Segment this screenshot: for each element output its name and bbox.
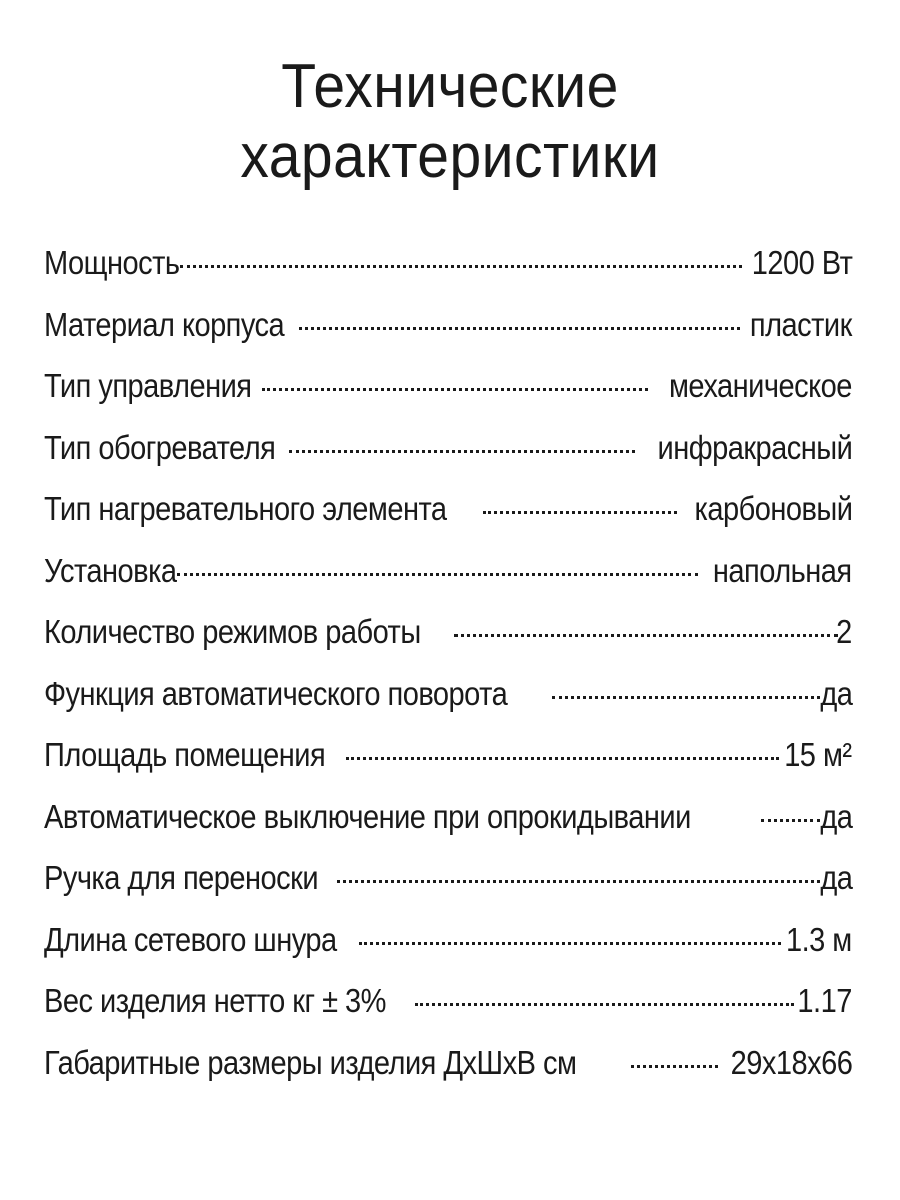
page-title-line-2: характеристики	[240, 122, 660, 191]
spec-value: да	[819, 797, 852, 835]
spec-row-auto-rotation	[44, 663, 852, 725]
spec-value: механическое	[669, 367, 852, 404]
spec-label: Функция автоматического поворота	[44, 674, 508, 712]
spec-label: Длина сетевого шнура	[44, 920, 337, 958]
dot-leader	[454, 634, 838, 637]
spec-value: 29x18x66	[730, 1043, 852, 1081]
spec-row-body-material	[44, 294, 852, 356]
dot-leader	[180, 265, 742, 268]
spec-value: напольная	[713, 551, 852, 589]
spec-label: Ручка для переноски	[44, 859, 319, 896]
spec-row-power	[44, 232, 852, 294]
spec-label: Установка	[44, 551, 177, 589]
spec-row-dimensions	[44, 1032, 852, 1094]
page-title	[36, 52, 864, 192]
spec-row-net-weight	[44, 970, 852, 1032]
spec-value: 2	[836, 613, 852, 650]
spec-row-tip-over-shutoff	[44, 786, 852, 848]
spec-value: 1200 Вт	[751, 244, 852, 281]
spec-list	[44, 232, 852, 1093]
spec-value: да	[819, 859, 852, 896]
spec-label: Материал корпуса	[44, 305, 285, 343]
dot-leader	[483, 511, 676, 514]
spec-label: Габаритные размеры изделия ДхШхВ см	[44, 1043, 577, 1081]
dot-leader	[289, 450, 635, 453]
spec-value: да	[819, 674, 852, 712]
spec-row-heater-type	[44, 417, 852, 479]
dot-leader	[262, 388, 648, 391]
spec-value: карбоновый	[694, 490, 852, 527]
spec-row-heating-element	[44, 478, 852, 540]
spec-row-room-area	[44, 724, 852, 786]
spec-value: инфракрасный	[657, 428, 852, 466]
spec-row-carry-handle	[44, 847, 852, 909]
spec-label: Мощность	[44, 244, 180, 281]
spec-label: Площадь помещения	[44, 736, 326, 773]
dot-leader	[346, 757, 780, 760]
spec-row-control-type	[44, 355, 852, 417]
dot-leader	[552, 696, 819, 699]
spec-row-modes	[44, 601, 852, 663]
dot-leader	[761, 819, 820, 822]
spec-value: 1.17	[797, 982, 852, 1019]
spec-label: Тип обогревателя	[44, 428, 276, 466]
spec-row-installation	[44, 540, 852, 602]
page-title-line-1: Технические	[281, 52, 619, 121]
dot-leader	[337, 880, 819, 883]
spec-value: пластик	[750, 305, 852, 343]
spec-label: Количество режимов работы	[44, 613, 421, 650]
dot-leader	[299, 327, 740, 330]
spec-label: Автоматическое выключение при опрокидывании	[44, 797, 691, 835]
spec-value: 15 м²	[784, 736, 852, 773]
spec-label: Тип управления	[44, 367, 252, 404]
spec-row-cord-length	[44, 909, 852, 971]
dot-leader	[631, 1065, 718, 1068]
dot-leader	[415, 1003, 795, 1006]
spec-label: Вес изделия нетто кг ± 3%	[44, 982, 386, 1019]
dot-leader	[359, 942, 782, 945]
dot-leader	[177, 573, 699, 576]
spec-value: 1.3 м	[786, 920, 852, 958]
spec-label: Тип нагревательного элемента	[44, 490, 447, 527]
